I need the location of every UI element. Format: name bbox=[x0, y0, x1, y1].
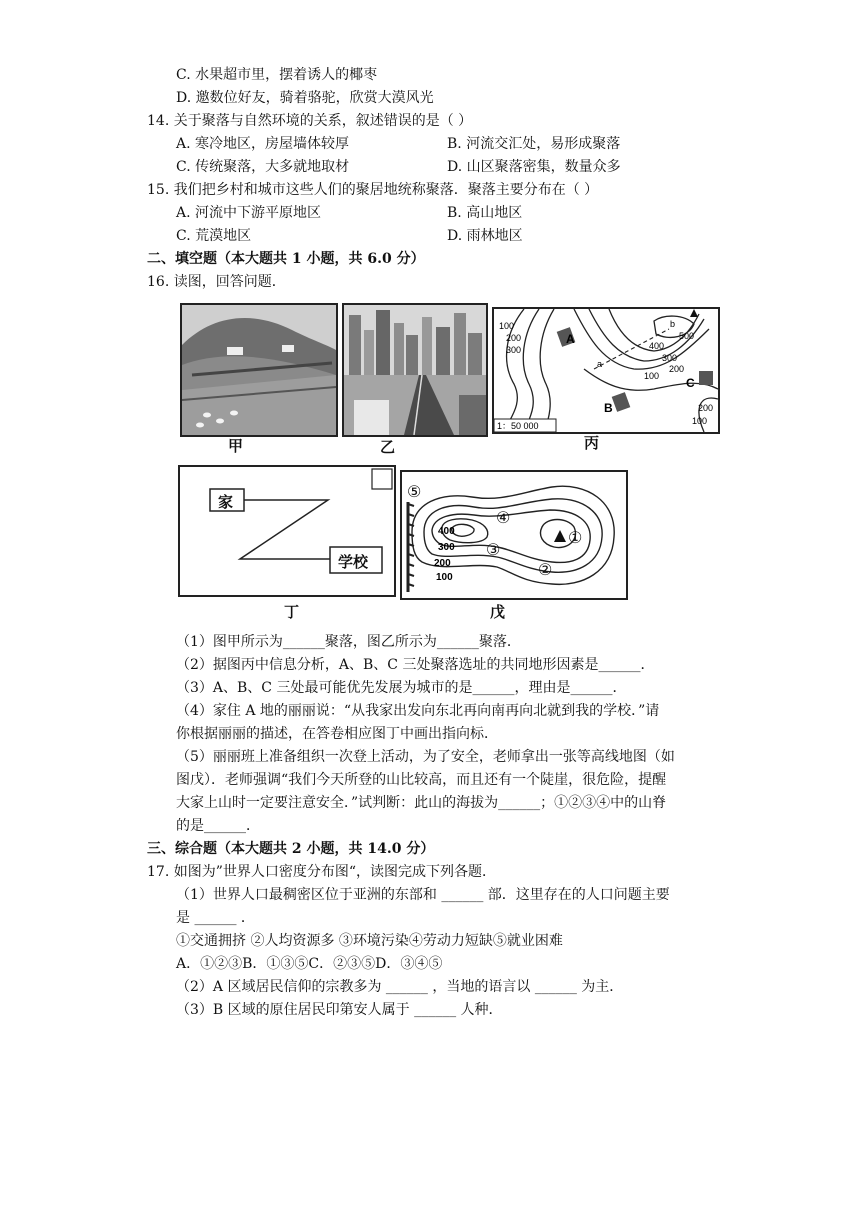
q14-option-c: C. 传统聚落，大多就地取材 bbox=[176, 159, 350, 175]
school-label: 学校 bbox=[338, 553, 369, 571]
caption-jia: 甲 bbox=[228, 437, 244, 455]
q16-line-1: （1）图甲所示为______聚落，图乙所示为______聚落． bbox=[176, 634, 521, 650]
svg-text:400: 400 bbox=[438, 526, 455, 537]
section-3-heading: 三、综合题（本大题共 2 小题，共 14.0 分） bbox=[147, 841, 435, 857]
svg-text:200: 200 bbox=[506, 333, 522, 343]
svg-text:400: 400 bbox=[649, 341, 665, 351]
photo-urban-settlement bbox=[342, 303, 488, 437]
route-diagram-ding bbox=[178, 465, 396, 597]
marker-5: ⑤ bbox=[407, 482, 422, 501]
q16-line-8: 大家上山时一定要注意安全．”试判断：此山的海拔为______；①②③④中的山脊 bbox=[176, 795, 667, 811]
svg-text:200: 200 bbox=[434, 558, 451, 569]
svg-text:B: B bbox=[604, 401, 613, 415]
svg-text:b: b bbox=[670, 319, 676, 329]
svg-text:100: 100 bbox=[436, 572, 453, 583]
q14-option-b: B. 河流交汇处，易形成聚落 bbox=[447, 136, 621, 152]
q15-option-a: A. 河流中下游平原地区 bbox=[176, 205, 322, 221]
q16-line-4: （4）家住 A 地的丽丽说：“从我家出发向东北再向南再向北就到我的学校．”请 bbox=[176, 703, 660, 719]
svg-text:100: 100 bbox=[692, 416, 708, 426]
contour-map-bing bbox=[492, 307, 720, 434]
q16-line-9: 的是______． bbox=[176, 818, 260, 834]
marker-2: ② bbox=[538, 560, 553, 579]
q15-option-d: D. 雨林地区 bbox=[447, 228, 523, 244]
svg-text:a: a bbox=[597, 359, 603, 369]
q16-line-5: 你根据丽丽的描述，在答卷相应图丁中画出指向标． bbox=[176, 726, 498, 742]
section-2-heading: 二、填空题（本大题共 1 小题，共 6.0 分） bbox=[147, 251, 425, 267]
photo-rural-settlement bbox=[180, 303, 338, 437]
marker-4: ④ bbox=[496, 508, 511, 527]
svg-text:1：50 000: 1：50 000 bbox=[497, 421, 539, 431]
svg-text:300: 300 bbox=[506, 345, 522, 355]
marker-3: ③ bbox=[486, 540, 501, 559]
option-d-line: D. 邀数位好友，骑着骆驼，欣赏大漠风光 bbox=[176, 90, 434, 106]
q14-stem: 14. 关于聚落与自然环境的关系，叙述错误的是（ ） bbox=[147, 113, 473, 129]
q14-option-d: D. 山区聚落密集，数量众多 bbox=[447, 159, 621, 175]
svg-text:200: 200 bbox=[698, 403, 714, 413]
q16-line-6: （5）丽丽班上准备组织一次登上活动，为了安全，老师拿出一张等高线地图（如 bbox=[176, 749, 675, 765]
q17-line-6: （3）B 区域的原住居民印第安人属于 ______ 人种． bbox=[176, 1002, 503, 1018]
q17-line-5: （2）A 区域居民信仰的宗教多为 ______ ，当地的语言以 ______ 为主． bbox=[176, 979, 624, 995]
svg-text:A: A bbox=[566, 332, 575, 346]
svg-text:100: 100 bbox=[644, 371, 660, 381]
svg-text:100: 100 bbox=[499, 321, 515, 331]
q16-line-7: 图戊）．老师强调“我们今天所登的山比较高，而且还有一个陡崖，很危险，提醒 bbox=[176, 772, 667, 788]
q16-stem: 16. 读图，回答问题． bbox=[147, 274, 286, 290]
svg-text:300: 300 bbox=[438, 542, 455, 553]
home-label: 家 bbox=[218, 493, 234, 511]
contour-map-wu bbox=[400, 470, 628, 600]
q17-line-4: A．①②③B．①③⑤C．②③⑤D．③④⑤ bbox=[176, 956, 443, 972]
q16-line-2: （2）据图丙中信息分析，A、B、C 三处聚落选址的共同地形因素是______． bbox=[176, 657, 655, 673]
caption-bing: 丙 bbox=[584, 434, 600, 452]
q15-option-b: B. 高山地区 bbox=[447, 205, 523, 221]
q14-option-a: A. 寒冷地区，房屋墙体较厚 bbox=[176, 136, 350, 152]
q15-stem: 15. 我们把乡村和城市这些人们的聚居地统称聚落．聚落主要分布在（ ） bbox=[147, 182, 599, 198]
q17-line-1: （1）世界人口最稠密区位于亚洲的东部和 ______ 部．这里存在的人口问题主要 bbox=[176, 887, 670, 903]
q15-option-c: C. 荒漠地区 bbox=[176, 228, 252, 244]
svg-text:200: 200 bbox=[669, 364, 685, 374]
q17-line-3: ①交通拥挤 ②人均资源多 ③环境污染④劳动力短缺⑤就业困难 bbox=[176, 933, 563, 949]
q17-line-2: 是 ______ ． bbox=[176, 910, 255, 926]
svg-text:C: C bbox=[686, 376, 695, 390]
svg-text:300: 300 bbox=[662, 353, 678, 363]
caption-ding: 丁 bbox=[284, 603, 300, 621]
caption-yi: 乙 bbox=[380, 438, 396, 456]
svg-text:500: 500 bbox=[679, 331, 695, 341]
q16-line-3: （3）A、B、C 三处最可能优先发展为城市的是______，理由是______． bbox=[176, 680, 627, 696]
option-c-line: C. 水果超市里，摆着诱人的椰枣 bbox=[176, 67, 378, 83]
marker-1: ① bbox=[568, 528, 583, 547]
q17-stem: 17. 如图为”世界人口密度分布图“，读图完成下列各题． bbox=[147, 864, 497, 880]
caption-wu: 戊 bbox=[490, 603, 506, 621]
